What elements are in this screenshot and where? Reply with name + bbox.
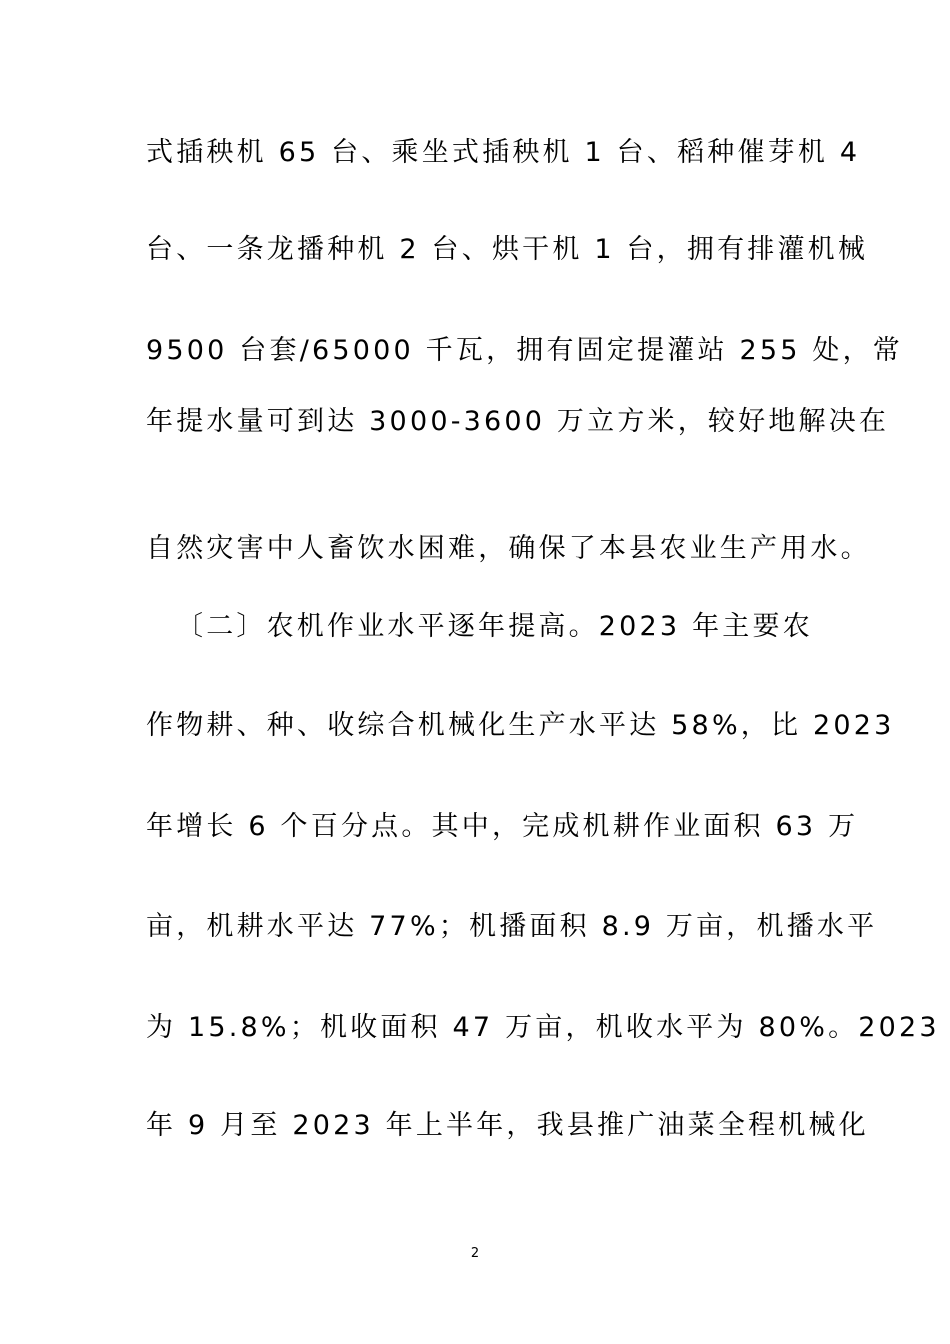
text-line: 式插秧机 65 台、乘坐式插秧机 1 台、稻种催芽机 4 xyxy=(146,137,861,168)
text-line: 年增长 6 个百分点。其中，完成机耕作业面积 63 万 xyxy=(146,811,859,842)
text-line: 为 15.8%；机收面积 47 万亩，机收水平为 80%。2023 xyxy=(146,1012,940,1043)
text-line: 年提水量可到达 3000-3600 万立方米，较好地解决在 xyxy=(146,406,890,437)
text-line: 台、一条龙播种机 2 台、烘干机 1 台，拥有排灌机械 xyxy=(146,234,869,265)
paragraph-heading-line: 〔二〕农机作业水平逐年提高。2023 年主要农 xyxy=(176,611,813,642)
text-line: 年 9 月至 2023 年上半年，我县推广油菜全程机械化 xyxy=(146,1110,869,1141)
text-line: 自然灾害中人畜饮水困难，确保了本县农业生产用水。 xyxy=(146,533,871,564)
text-line: 9500 台套/65000 千瓦，拥有固定提灌站 255 处，常 xyxy=(146,335,903,366)
text-line: 亩，机耕水平达 77%；机播面积 8.9 万亩，机播水平 xyxy=(146,911,878,942)
text-line: 作物耕、种、收综合机械化生产水平达 58%，比 2023 xyxy=(146,710,895,741)
page-number: 2 xyxy=(470,1246,480,1261)
